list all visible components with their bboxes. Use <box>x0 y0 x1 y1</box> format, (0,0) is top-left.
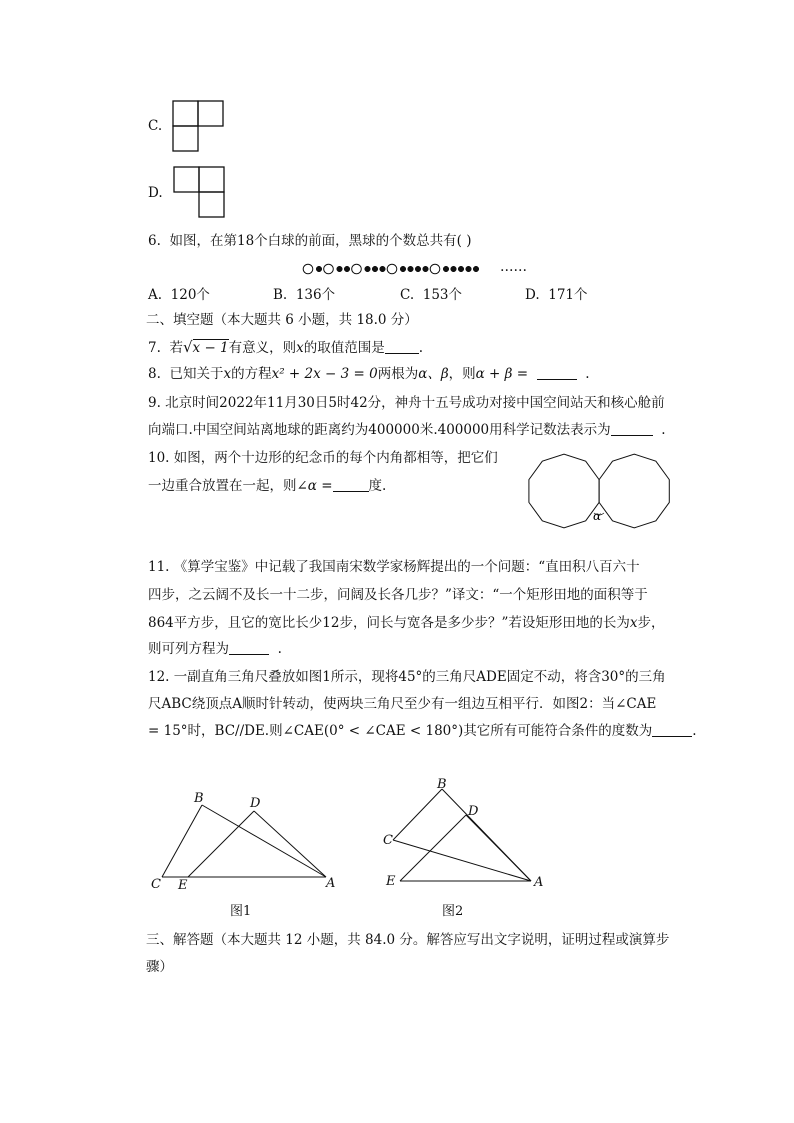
fig1-label-e: E <box>178 878 188 893</box>
white-ball-5 <box>352 264 362 274</box>
white-ball-9 <box>387 264 397 274</box>
option-d-label: D. <box>148 185 163 201</box>
fig2-caption: 图2 <box>442 904 464 919</box>
fig1-label-b: B <box>194 791 204 806</box>
black-ball-6 <box>365 266 371 272</box>
black-ball-1 <box>316 266 322 272</box>
white-ball-2 <box>324 264 334 274</box>
fig1-label-d: D <box>250 796 261 811</box>
question-12-line-3: = 15°时，BC//DE.则∠CAE(0° < ∠CAE < 180°)其它所有可能符合条件的度数为 . <box>148 723 697 739</box>
question-10-line-1: 10. 如图，两个十边形的纪念币的每个内角都相等，把它们 <box>148 450 498 466</box>
q6-choice-b[interactable]: B. 136个 <box>273 287 336 303</box>
fig2-label-d: D <box>468 804 479 819</box>
question-7: 7. 若√x − 1有意义，则x的取值范围是 . <box>148 338 424 356</box>
black-ball-3 <box>337 266 343 272</box>
black-ball-11 <box>408 266 414 272</box>
answer-blank-10[interactable] <box>333 478 369 492</box>
figure-2 <box>380 775 550 920</box>
fig1-label-a: A <box>326 876 336 891</box>
black-ball-4 <box>344 266 350 272</box>
question-12-line-1: 12. 一副直角三角尺叠放如图1所示，现将45°的三角尺ADE固定不动，将含30°的三角 <box>148 669 666 685</box>
question-9-line-1: 9. 北京时间2022年11月30日5时42分，神舟十五号成功对接中国空间站天和核心舱前 <box>148 395 665 411</box>
option-c-label: C. <box>148 118 163 134</box>
white-ball-0 <box>303 264 313 274</box>
q6-choice-a[interactable]: A. 120个 <box>148 287 210 303</box>
answer-blank-8[interactable] <box>537 366 577 380</box>
question-11-line-2: 四步，之云阔不及长一十二步，问阔及长各几步？”译文：“一个矩形田地的面积等于 <box>148 587 648 603</box>
black-ball-17 <box>458 266 464 272</box>
fig2-label-a: A <box>534 875 544 890</box>
question-9-line-2: 向端口.中国空间站离地球的距离约为400000米.400000用科学记数法表示为 . <box>148 422 666 438</box>
decagon-coins-figure <box>528 454 670 528</box>
white-ball-14 <box>430 264 440 274</box>
black-ball-18 <box>466 266 472 272</box>
q6-choice-d[interactable]: D. 171个 <box>525 287 588 303</box>
answer-blank-9[interactable] <box>611 422 653 436</box>
ball-sequence-ellipsis: …… <box>500 259 527 275</box>
fig1-label-c: C <box>151 877 161 892</box>
black-ball-7 <box>372 266 378 272</box>
question-6: 6. 如图，在第18个白球的前面，黑球的个数总共有( ) <box>148 233 472 249</box>
ball-sequence <box>302 262 502 276</box>
answer-blank-11[interactable] <box>229 641 269 655</box>
question-10-line-2: 一边重合放置在一起，则∠α = 度. <box>148 478 387 494</box>
q6-choice-c[interactable]: C. 153个 <box>400 287 463 303</box>
fig2-label-b: B <box>437 777 447 792</box>
fig2-label-e: E <box>386 874 396 889</box>
sqrt-icon: √ <box>182 338 193 356</box>
figure-1 <box>150 790 350 919</box>
black-ball-10 <box>400 266 406 272</box>
black-ball-16 <box>451 266 457 272</box>
answer-blank-7[interactable] <box>385 340 419 354</box>
question-11-line-1: 11. 《算学宝鉴》中记载了我国南宋数学家杨辉提出的一个问题：“直田积八百六十 <box>148 559 640 575</box>
question-11-line-3: 864平方步，且它的宽比长少12步，问长与宽各是多少步？”若设矩形田地的长为x步， <box>148 615 665 631</box>
question-8: 8. 已知关于x的方程x² + 2x − 3 = 0两根为α、β，则α + β = . <box>148 366 590 382</box>
answer-blank-12[interactable] <box>652 723 692 737</box>
black-ball-12 <box>415 266 421 272</box>
black-ball-15 <box>443 266 449 272</box>
option-c-figure <box>172 100 226 152</box>
section-3-heading-line-2: 骤） <box>146 959 173 975</box>
question-12-line-2: 尺ABC绕顶点A顺时针转动，使两块三角尺至少有一组边互相平行．如图2：当∠CAE <box>148 696 657 712</box>
option-d-figure <box>173 166 227 220</box>
alpha-label: α <box>593 509 602 523</box>
black-ball-19 <box>473 266 479 272</box>
fig1-caption: 图1 <box>230 904 252 919</box>
question-11-line-4: 则可列方程为 . <box>148 641 282 657</box>
section-3-heading-line-1: 三、解答题（本大题共 12 小题，共 84.0 分。解答应写出文字说明，证明过程或演算步 <box>146 932 670 948</box>
black-ball-8 <box>380 266 386 272</box>
section-2-heading: 二、填空题（本大题共 6 小题，共 18.0 分） <box>146 312 418 328</box>
fig2-label-c: C <box>383 833 393 848</box>
black-ball-13 <box>423 266 429 272</box>
